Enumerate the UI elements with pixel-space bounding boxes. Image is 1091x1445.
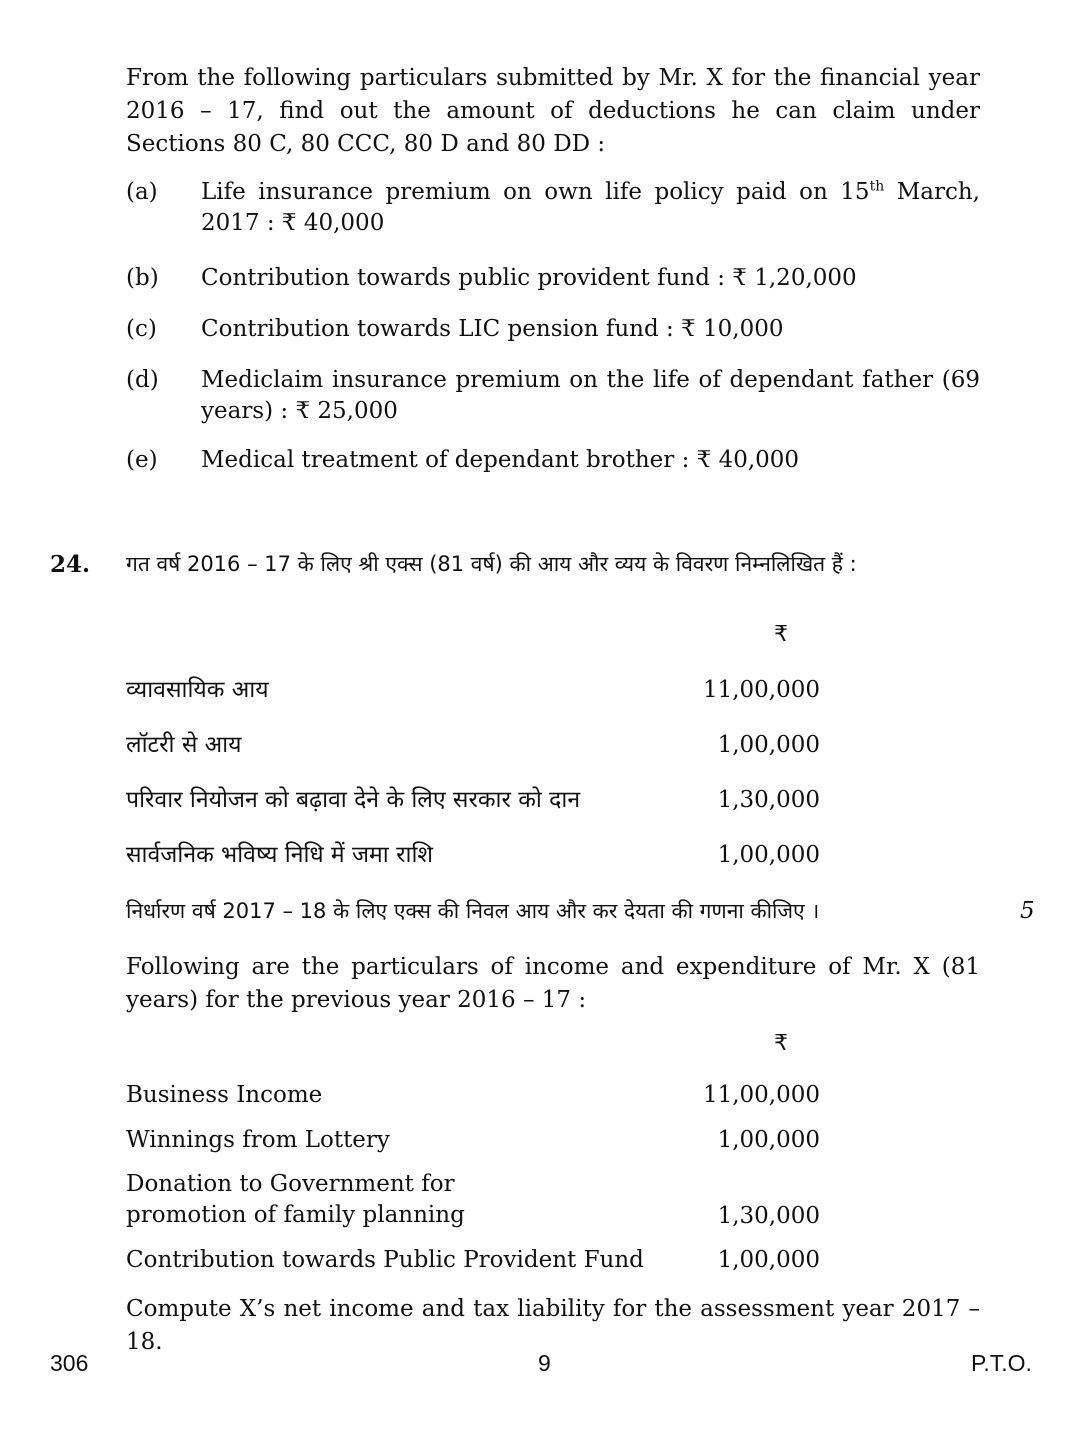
table-row bbox=[126, 1169, 826, 1233]
list-item bbox=[126, 177, 980, 243]
paper-code: 306 bbox=[50, 1350, 89, 1376]
row-label: Business Income bbox=[126, 1082, 323, 1108]
item-text: Mediclaim insurance premium on the life of dependant father (69 years) : ₹ 25,000 bbox=[201, 367, 980, 424]
marks: 5 bbox=[1020, 898, 1035, 924]
hindi-intro: गत वर्ष 2016 – 17 के लिए श्री एक्स (81 वर्ष) की आय और व्यय के विवरण निम्नलिखित हैं : bbox=[126, 552, 857, 576]
row-amount: 1,30,000 bbox=[717, 1203, 820, 1229]
row-amount: 11,00,000 bbox=[702, 677, 820, 703]
question-number: 24. bbox=[50, 551, 91, 578]
page-number: 9 bbox=[538, 1350, 551, 1376]
english-question: Compute X’s net income and tax liability for the assessment year 2017 – 18. bbox=[126, 1296, 980, 1355]
row-amount: 1,30,000 bbox=[717, 787, 820, 813]
currency-header: ₹ bbox=[774, 1031, 788, 1056]
table-row bbox=[126, 729, 826, 761]
item-label: (b) bbox=[126, 265, 159, 291]
row-amount: 11,00,000 bbox=[702, 1082, 820, 1108]
hindi-question: निर्धारण वर्ष 2017 – 18 के लिए एक्स की निवल आय और कर देयता की गणना कीजिए । bbox=[126, 899, 820, 923]
row-amount: 1,00,000 bbox=[717, 842, 820, 868]
row-label: Winnings from Lottery bbox=[126, 1127, 390, 1153]
item-label: (c) bbox=[126, 316, 157, 342]
row-label: Donation to Government for promotion of family planning bbox=[126, 1171, 465, 1228]
row-label: सार्वजनिक भविष्य निधि में जमा राशि bbox=[126, 842, 434, 868]
row-amount: 1,00,000 bbox=[717, 732, 820, 758]
item-text: Contribution towards public provident fund : ₹ 1,20,000 bbox=[201, 265, 857, 291]
row-label: व्यावसायिक आय bbox=[126, 677, 269, 703]
item-text: Life insurance premium on own life policy paid on 15th March, 2017 : ₹ 40,000 bbox=[201, 178, 980, 236]
table-row bbox=[126, 839, 826, 871]
item-text: Contribution towards LIC pension fund : ₹ 10,000 bbox=[201, 316, 784, 342]
table-row bbox=[126, 1244, 826, 1276]
row-amount: 1,00,000 bbox=[717, 1247, 820, 1273]
english-intro: Following are the particulars of income and expenditure of Mr. X (81 years) for the previous year 2016 – 17 : bbox=[126, 954, 980, 1013]
table-row bbox=[126, 674, 826, 706]
row-amount: 1,00,000 bbox=[717, 1127, 820, 1153]
item-label: (e) bbox=[126, 447, 158, 473]
intro-paragraph: From the following particulars submitted by Mr. X for the financial year 2016 – 17, find out the amount of deductions he can claim under Sections 80 C, 80 CCC, 80 D and 80 DD : bbox=[126, 65, 980, 157]
row-label: परिवार नियोजन को बढ़ावा देने के लिए सरकार को दान bbox=[126, 787, 581, 813]
item-text: Medical treatment of dependant brother : ₹ 40,000 bbox=[201, 447, 800, 473]
row-label: Contribution towards Public Provident Fund bbox=[126, 1247, 644, 1273]
table-row bbox=[126, 1124, 826, 1156]
item-label: (a) bbox=[126, 179, 158, 205]
currency-header: ₹ bbox=[774, 622, 788, 647]
item-label: (d) bbox=[126, 367, 159, 393]
table-row bbox=[126, 784, 826, 816]
row-label: लॉटरी से आय bbox=[126, 732, 242, 758]
pto-label: P.T.O. bbox=[971, 1350, 1032, 1376]
table-row bbox=[126, 1079, 826, 1111]
